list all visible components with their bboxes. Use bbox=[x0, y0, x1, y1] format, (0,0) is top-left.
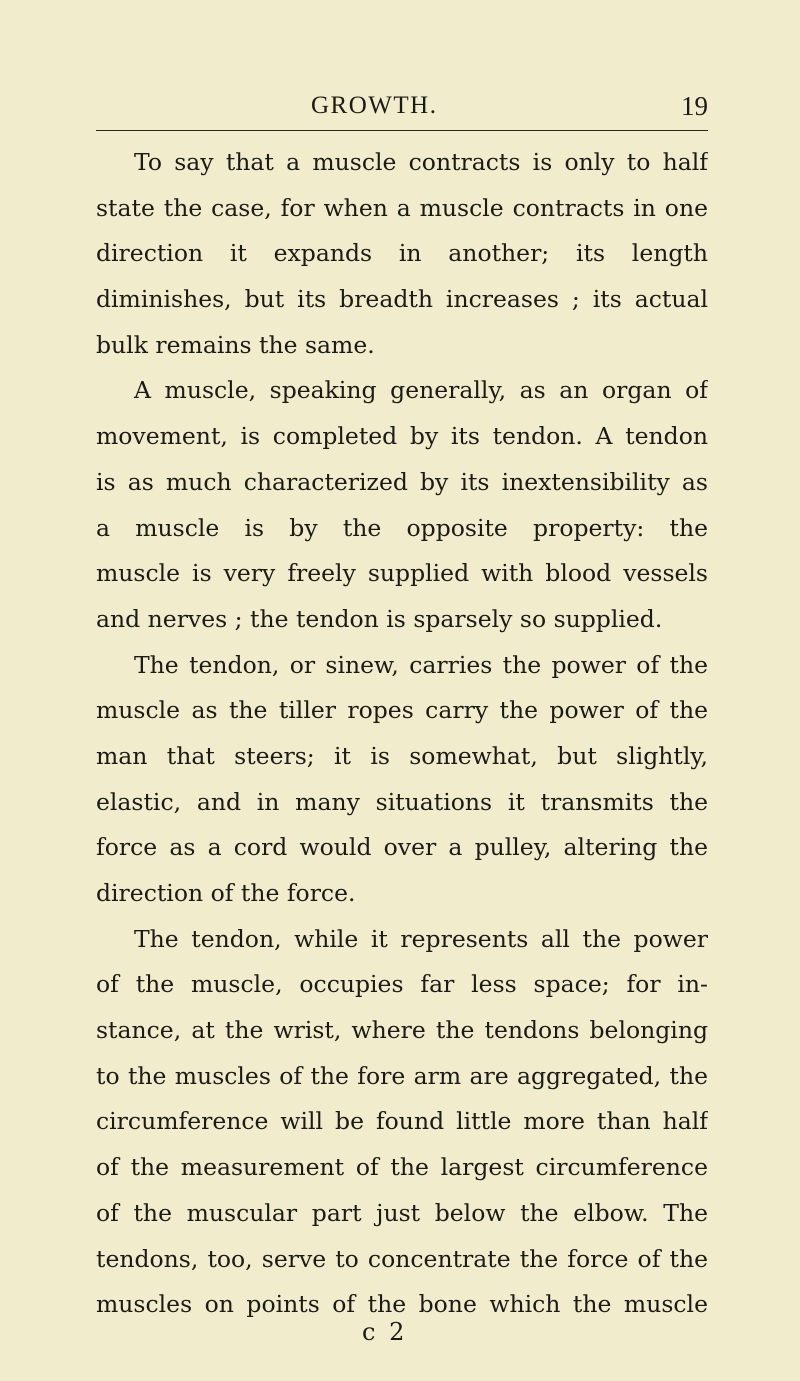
text-line: circumference will be found little more than half bbox=[96, 1107, 708, 1136]
text-line: of the measurement of the largest circumference bbox=[96, 1153, 708, 1182]
signature-mark: c 2 bbox=[362, 1318, 408, 1346]
text-line: movement, is completed by its tendon. A tendon bbox=[96, 422, 708, 451]
text-line: of the muscle, occupies far less space; for in- bbox=[96, 970, 708, 999]
text-line: is as much characterized by its inextensibility as bbox=[96, 467, 708, 496]
text-line: state the case, for when a muscle contracts in one bbox=[96, 193, 708, 222]
running-head bbox=[96, 86, 708, 126]
running-title: GROWTH. bbox=[311, 92, 438, 119]
body-text bbox=[96, 140, 708, 1328]
text-line: A muscle, speaking generally, as an organ of bbox=[134, 376, 708, 405]
text-line: force as a cord would over a pulley, altering the bbox=[96, 833, 708, 862]
text-line: diminishes, but its breadth increases ; its actual bbox=[96, 285, 708, 314]
text-line: of the muscular part just below the elbow. The bbox=[96, 1198, 708, 1227]
text-line: and nerves ; the tendon is sparsely so supplied. bbox=[96, 604, 663, 633]
page-number: 19 bbox=[681, 91, 708, 121]
text-line: The tendon, or sinew, carries the power of the bbox=[134, 650, 708, 679]
text-line: man that steers; it is somewhat, but slightly, bbox=[96, 741, 708, 770]
text-line: tendons, too, serve to concentrate the force of the bbox=[96, 1244, 708, 1273]
text-line: The tendon, while it represents all the power bbox=[134, 924, 708, 953]
text-line: muscles on points of the bone which the muscle bbox=[96, 1290, 708, 1319]
text-line: muscle as the tiller ropes carry the power of the bbox=[96, 696, 708, 725]
text-line: To say that a muscle contracts is only to half bbox=[134, 148, 708, 176]
text-line: stance, at the wrist, where the tendons belonging bbox=[96, 1016, 708, 1045]
text-line: direction of the force. bbox=[96, 879, 356, 907]
text-line: bulk remains the same. bbox=[96, 330, 375, 359]
text-line: muscle is very freely supplied with blood vessels bbox=[96, 559, 708, 588]
header-rule bbox=[96, 130, 708, 131]
text-line: to the muscles of the fore arm are aggregated, the bbox=[96, 1061, 708, 1090]
text-line: direction it expands in another; its length bbox=[96, 239, 708, 268]
text-line: a muscle is by the opposite property: the bbox=[96, 513, 708, 542]
text-line: elastic, and in many situations it transmits the bbox=[96, 787, 708, 816]
